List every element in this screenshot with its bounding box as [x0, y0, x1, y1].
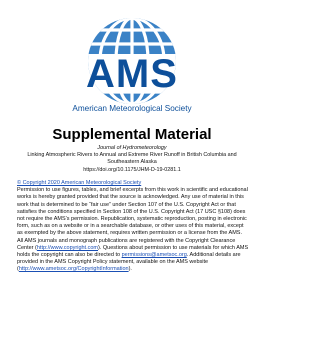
article-title-line-1: Linking Atmospheric Rivers to Annual and Extreme River Runoff in British Columbia and — [27, 152, 237, 158]
article-title — [22, 152, 242, 166]
permissions-email-link[interactable]: permissions@ametsoc.org — [121, 252, 187, 259]
doi-link[interactable]: https://doi.org/10.1175/JHM-D-19-0281.1 — [83, 167, 181, 173]
logo-wordmark: AMS — [86, 52, 178, 96]
society-name: American Meteorological Society — [72, 104, 192, 113]
copyright-notice — [17, 180, 249, 274]
copyright-heading-link[interactable]: © Copyright 2020 American Meteorological Society — [17, 180, 142, 186]
journal-name: Journal of Hydrometeorology — [97, 145, 167, 151]
copyright-text-2: ). Questions about permission to use materials for which AMS holds the copyright can also be directed to — [17, 244, 249, 259]
page-title: Supplemental Material — [52, 126, 212, 143]
ams-logo — [55, 16, 209, 124]
copyright-text-4: ). — [128, 266, 132, 273]
copyright-text-3: . Additional details are provided in the AMS Copyright Policy statement, available on the AMS website ( — [17, 252, 241, 273]
ccc-link[interactable]: http://www.copyright.com — [36, 244, 99, 251]
copyright-text-1: Permission to use figures, tables, and brief excerpts from this work in scientific and educational works is hereby granted provided that the source is acknowledged. Any use of material in this work that is determined to be “fair use” under Section 107 of the U.S. Copyright Act or that satisfies the conditions specified in Section 108 of the U.S. Copyright Act (17 USC §108) does not require the AMS’s permission. Republication, systematic reproduction, posting in electronic form, such as on a website or in a searchable database, or other uses of this material, except as exempted by the above statement, requires written permission or a license from the AMS. All AMS journals and monograph publications are registered with the Copyright Clearance Center ( — [17, 187, 248, 251]
article-title-line-2: Southeastern Alaska — [107, 159, 157, 166]
copyright-policy-link[interactable]: http://www.ametsoc.org/CopyrightInformation — [18, 266, 129, 273]
